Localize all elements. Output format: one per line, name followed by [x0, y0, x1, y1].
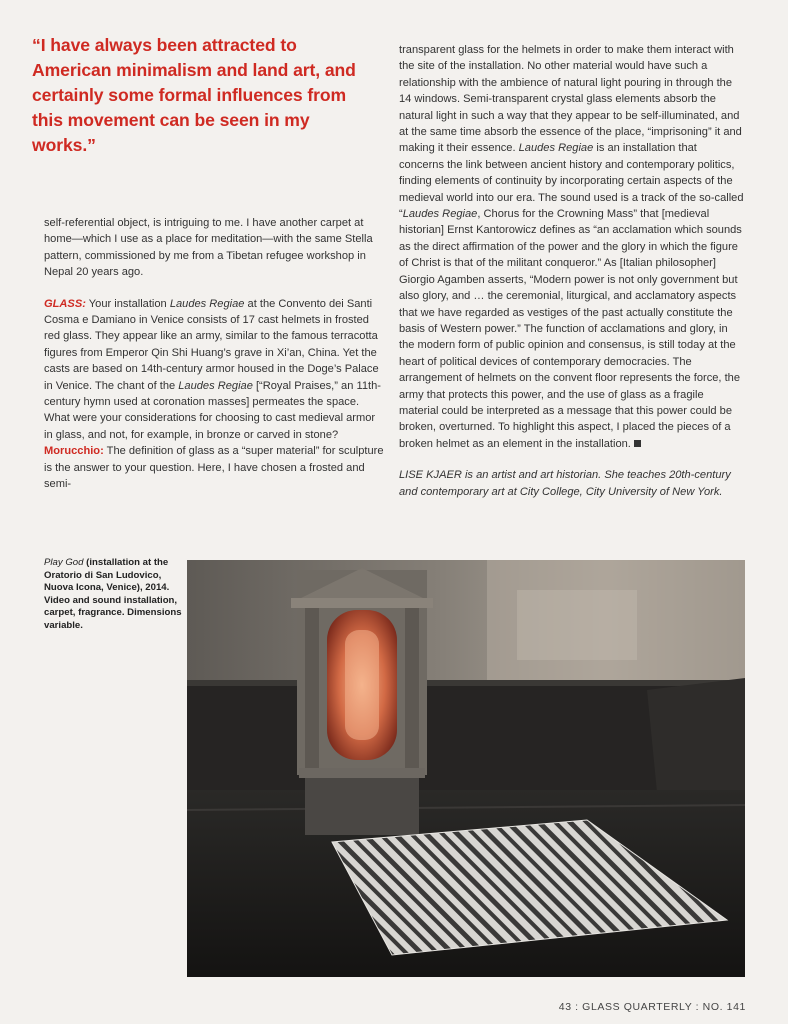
work-title: Laudes Regiae — [169, 297, 245, 310]
work-title: Laudes Regiae — [518, 142, 594, 155]
page-footer: 43 : GLASS QUARTERLY : NO. 141 — [558, 1001, 746, 1013]
work-title: Laudes Regiae — [402, 208, 478, 221]
work-title: Laudes Regiae — [178, 379, 253, 392]
answer-paragraph: Morucchio: The definition of glass as a “super material” for sculpture is the answer to your question. Here, I have chosen a frosted and semi- — [44, 445, 384, 491]
pull-quote: “I have always been attracted to American minimalism and land art, and certainly some formal influences from this movement can be seen in my works.” — [32, 35, 356, 155]
left-column — [44, 215, 386, 493]
question-paragraph: GLASS: Your installation Laudes Regiae at the Convento dei Santi Cosma e Damiano in Venice consists of 17 cast helmets in frosted red glass. They appear like an army, similar to the famous terracotta figures from Emperor Qin Shi Huang’s grave in Xi’an, China. Yet the casts are based on 14th-century armor housed in the Doge’s Palace in Venice. The chant of the Laudes Regiae [“Royal Praises,” an 11th-century hymn used at coronation masses] permeates the space. What were your considerations for choosing to cast medieval armor in glass, and not, for example, in bronze or carved in stone? — [44, 297, 381, 441]
speaker-glass: GLASS: — [44, 297, 86, 310]
photo-illustration — [187, 560, 745, 977]
end-mark-icon — [634, 440, 641, 447]
paragraph-carpet: self-referential object, is intriguing to me. I have another carpet at home—which I use as a place for meditation—with the same Stella pattern, commissioned by me from a Tibetan refugee workshop in Nepal 20 years ago. — [44, 217, 373, 279]
right-column — [399, 42, 744, 500]
caption-details: (installation at the Oratorio di San Ludovico, Nuova Icona, Venice), 2014. Video and sound installation, carpet, fragrance. Dimensions variable. — [44, 557, 182, 631]
answer-continued: transparent glass for the helmets in order to make them interact with the site of the installation. No other material would have such a relationship with the ambience of natural light pouring in through the 14 windows. Semi-transparent crystal glass elements absorb the natural light in such a way that they appear to be self-illuminated, and at the same time absorb the essence of the place, “imprisoning” it and making it their essence. Laudes Regiae is an installation that concerns the link between ancient history and contemporary politics, finding elements of continuity by incorporating certain aspects of the medieval world into our era. The sound used is a track of the so-called “Laudes Regiae, Chorus for the Crowning Mass” that [medieval historian] Ernst Kantorowicz defines as “an acclamation which sounds as the direct affirmation of the power and the glory in which the figure of Christ is that of the militant conqueror.” As [Italian philosopher] Giorgio Agamben asserts, “Modern power is not only government but also glory, and … the ceremonial, liturgical, and acclamatory aspects that we have regarded as vestiges of the past actually constitute the basis of Western power.” The function of acclamations and glory, in the modern form of public opinion and consensus, is still today at the heart of political devices of contemporary democracies. The arrangement of helmets on the convent floor represents the force, the army that protects this power, and the use of glass as a fragile material could be interpreted as a message that this power could be broken, overturned. To highlight this aspect, I placed the pieces of a broken helmet as an element in the installation. — [399, 44, 744, 450]
speaker-morucchio: Morucchio: — [44, 445, 104, 458]
author-bio: LISE KJAER is an artist and art historian. She teaches 20th-century and contemporary art at City College, City University of New York. — [399, 469, 731, 498]
caption-title: Play God — [44, 557, 84, 568]
photo-caption — [44, 557, 184, 633]
installation-photo — [187, 560, 745, 977]
